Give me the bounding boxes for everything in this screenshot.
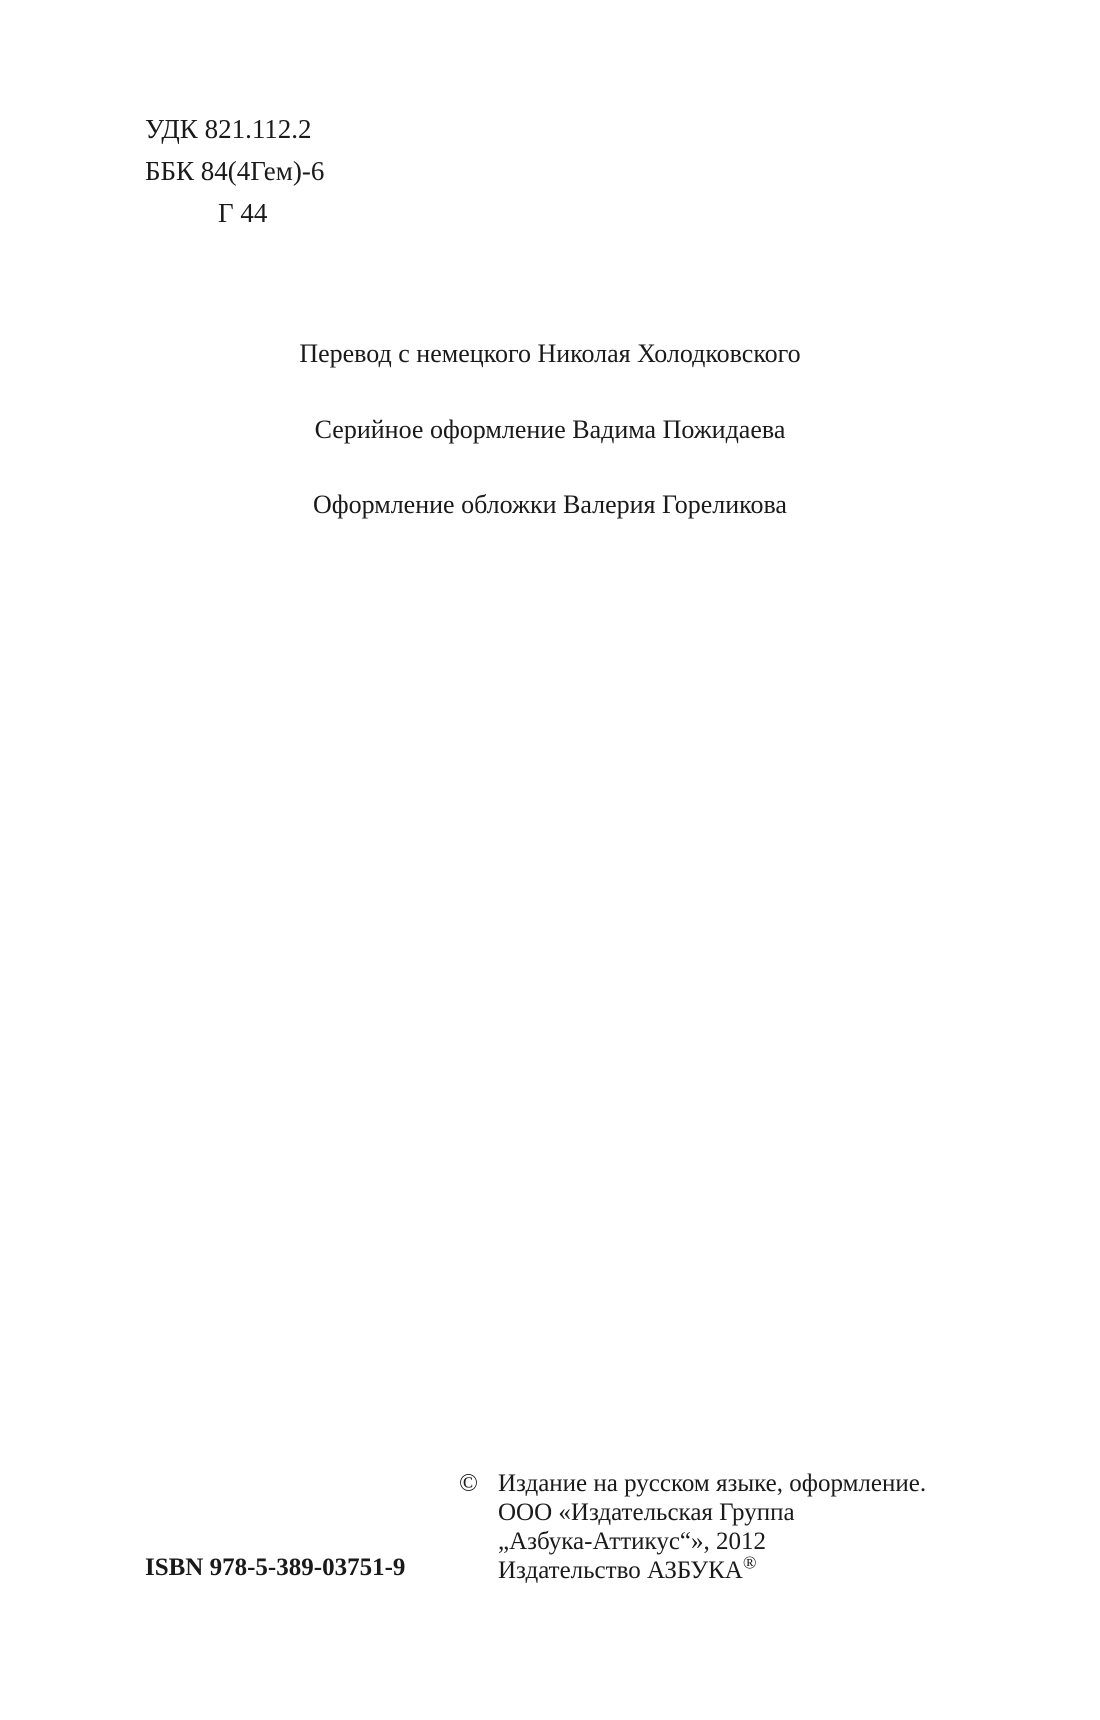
credits-block <box>0 338 1100 565</box>
copyright-line-4 <box>498 1552 926 1585</box>
publisher-name: Издательство АЗБУКА <box>498 1557 743 1584</box>
author-mark: Г 44 <box>218 198 268 228</box>
translator-credit: Перевод с немецкого Николая Холодковского <box>299 339 801 368</box>
copyright-symbol: © <box>459 1470 478 1497</box>
copyright-line-3: „Азбука-Аттикус“», 2012 <box>498 1528 767 1555</box>
copyright-notice <box>459 1469 926 1585</box>
udk-code: УДК 821.112.2 <box>145 114 312 144</box>
cover-design-credit: Оформление обложки Валерия Гореликова <box>313 490 787 519</box>
copyright-line-2: ООО «Издательская Группа <box>498 1499 795 1526</box>
classification-codes <box>145 108 324 234</box>
bbk-code: ББК 84(4Гем)-6 <box>145 156 325 186</box>
registered-mark: ® <box>742 1552 757 1573</box>
series-design-credit: Серийное оформление Вадима Пожидаева <box>314 415 786 444</box>
copyright-line-1: Издание на русском языке, оформление. <box>498 1470 927 1497</box>
isbn-number: ISBN 978-5-389-03751-9 <box>145 1554 406 1581</box>
